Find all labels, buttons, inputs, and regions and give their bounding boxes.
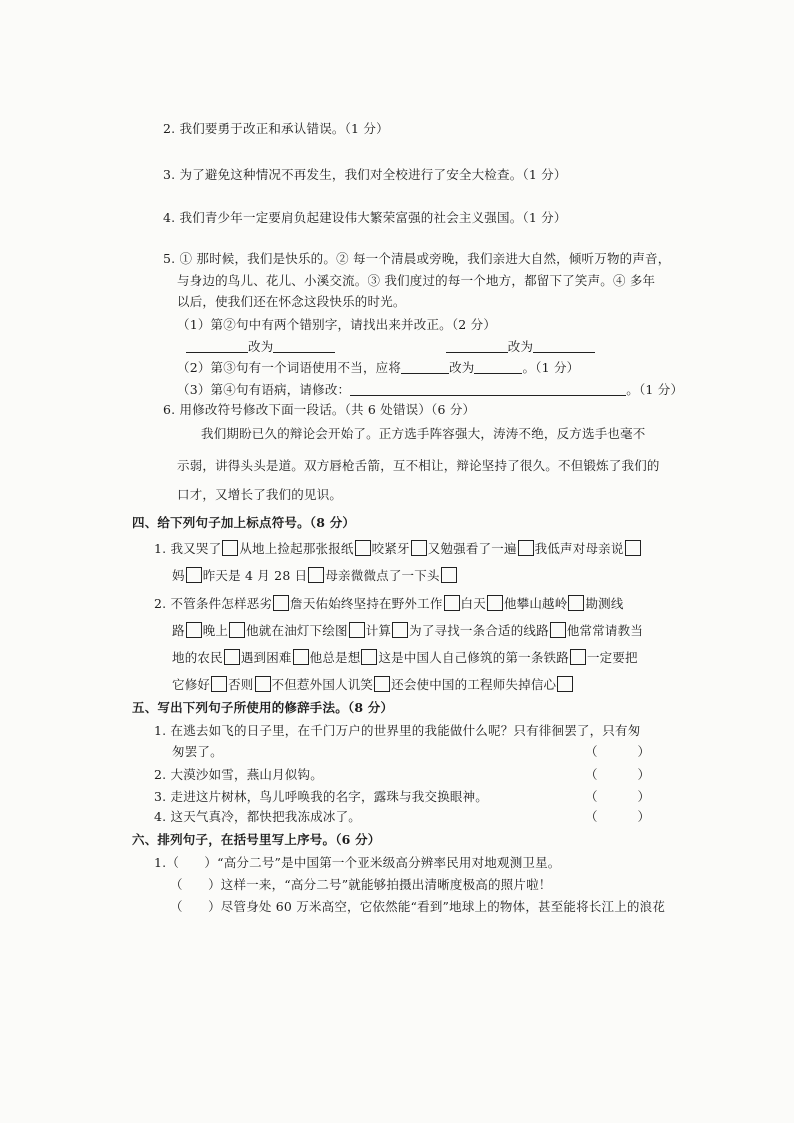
- punctuation-box[interactable]: [361, 649, 377, 665]
- answer-blank[interactable]: [273, 340, 335, 353]
- text-segment: 计算: [365, 623, 392, 638]
- text-segment: 他常常请教当: [566, 623, 644, 638]
- text-segment: 詹天佑始终坚持在野外工作: [290, 596, 443, 611]
- paren-open: （: [585, 767, 598, 782]
- punctuation-box[interactable]: [392, 622, 408, 638]
- correction-row: [186, 339, 595, 355]
- question-4: 4. 我们青少年一定要肩负起建设伟大繁荣富强的社会主义强国。（1 分）: [163, 210, 567, 225]
- text-segment: 不但惹外国人讥笑: [271, 677, 374, 692]
- punctuation-box[interactable]: [568, 595, 584, 611]
- question-2: 2. 我们要勇于改正和承认错误。（1 分）: [163, 121, 389, 136]
- s5-q4: 4. 这天气真冷，都快把我冻成冰了。: [154, 809, 362, 824]
- punctuation-box[interactable]: [518, 540, 534, 556]
- punctuation-box[interactable]: [374, 676, 390, 692]
- section-6-title: 六、排列句子，在括号里写上序号。（6 分）: [132, 832, 381, 847]
- s6-sentence-3: （ ）尽管身处 60 万米高空，它依然能“看到”地球上的物体，甚至能将长江上的浪花: [170, 899, 666, 914]
- punctuation-box[interactable]: [293, 649, 309, 665]
- gaiwei-label: 改为: [507, 339, 534, 354]
- q6-paragraph-2: 示弱，讲得头头是道。双方唇枪舌箭，互不相让，辩论坚持了很久。不但锻炼了我们的: [177, 458, 660, 473]
- text-segment: 从地上捡起那张报纸: [239, 541, 354, 556]
- section-4-title: 四、给下列句子加上标点符号。（8 分）: [132, 515, 356, 530]
- sub-3-score: 。（1 分）: [626, 382, 684, 397]
- question-5-sub-1: （1）第②句中有两个错别字，请找出来并改正。（2 分）: [177, 317, 497, 332]
- punctuation-box[interactable]: [308, 567, 324, 583]
- paren-open: （: [585, 809, 598, 824]
- question-6: 6. 用修改符号修改下面一段话。（共 6 处错误）（6 分）: [163, 402, 476, 417]
- answer-blank[interactable]: [186, 340, 248, 353]
- answer-blank[interactable]: [446, 340, 508, 353]
- punctuation-box[interactable]: [229, 622, 245, 638]
- question-number: 2.: [154, 596, 167, 611]
- s5-q2: 2. 大漠沙如雪，燕山月似钩。: [154, 767, 323, 782]
- text-segment: 不管条件怎样恶劣: [170, 596, 273, 611]
- question-3: 3. 为了避免这种情况不再发生，我们对全校进行了安全大检查。（1 分）: [163, 167, 567, 182]
- s5-q3: 3. 走进这片树林，鸟儿呼唤我的名字，露珠与我交换眼神。: [154, 789, 489, 804]
- s4-q2-line-3: [172, 649, 638, 666]
- text-segment: 我又哭了: [170, 541, 222, 556]
- text-segment: 地的农民: [172, 650, 223, 665]
- punctuation-box[interactable]: [186, 622, 202, 638]
- s6-sentence-1: 1.（ ）“高分二号”是中国第一个亚米级高分辨率民用对地观测卫星。: [154, 855, 561, 870]
- punctuation-box[interactable]: [441, 567, 457, 583]
- punctuation-box[interactable]: [186, 567, 202, 583]
- answer-blank[interactable]: [401, 361, 449, 374]
- punctuation-box[interactable]: [255, 676, 271, 692]
- paren-close: ）: [637, 744, 651, 759]
- text-segment: 一定要把: [586, 650, 638, 665]
- punctuation-box[interactable]: [557, 676, 573, 692]
- question-5-line-2: 与身边的鸟儿、花儿、小溪交流。③ 我们度过的每一个地方，都留下了笑声。④ 多年: [177, 273, 656, 288]
- answer-blank[interactable]: [533, 340, 595, 353]
- punctuation-box[interactable]: [273, 595, 289, 611]
- text-segment: 否则: [228, 677, 254, 692]
- text-segment: 勘测线: [585, 596, 624, 611]
- s4-q1-line-1: [154, 540, 642, 557]
- paren-close: ）: [637, 789, 651, 804]
- text-segment: 我低声对母亲说: [534, 541, 624, 556]
- punctuation-box[interactable]: [550, 622, 566, 638]
- answer-parentheses[interactable]: [585, 767, 650, 783]
- text-segment: 又勉强看了一遍: [427, 541, 517, 556]
- punctuation-box[interactable]: [211, 676, 227, 692]
- punctuation-box[interactable]: [411, 540, 427, 556]
- text-segment: 母亲微微点了一下头: [325, 568, 440, 583]
- paren-open: （: [585, 744, 598, 759]
- text-segment: 路: [172, 623, 185, 638]
- answer-parentheses[interactable]: [585, 744, 650, 760]
- s5-q1-line-2: 匆罢了。: [172, 744, 223, 759]
- punctuation-box[interactable]: [224, 649, 240, 665]
- section-5-title: 五、写出下列句子所使用的修辞手法。（8 分）: [132, 700, 394, 715]
- gaiwei-label: 改为: [248, 339, 274, 354]
- s4-q1-line-2: [172, 567, 458, 584]
- text-segment: 还会使中国的工程师失掉信心: [391, 677, 557, 692]
- text-segment: 妈: [172, 568, 185, 583]
- text-segment: 为了寻找一条合适的线路: [409, 623, 549, 638]
- question-5-sub-2: [177, 360, 579, 376]
- s5-q1-line-1: 1. 在逃去如飞的日子里，在千门万户的世界里的我能做什么呢？只有徘徊罢了，只有匆: [154, 723, 641, 738]
- answer-parentheses[interactable]: [585, 809, 650, 825]
- s4-q2-line-4: [172, 676, 574, 693]
- paren-open: （: [585, 789, 598, 804]
- text-segment: 他总是想: [309, 650, 361, 665]
- s4-q2-line-2: [172, 622, 643, 639]
- paren-close: ）: [637, 809, 651, 824]
- punctuation-box[interactable]: [625, 540, 641, 556]
- q6-paragraph-1: 我们期盼已久的辩论会开始了。正方选手阵容强大，涛涛不绝，反方选手也毫不: [201, 426, 646, 441]
- text-segment: 这是中国人自己修筑的第一条铁路: [378, 650, 569, 665]
- question-5-line-1: 5. ① 那时候，我们是快乐的。② 每一个清晨或旁晚，我们亲进大自然，倾听万物的声音，: [163, 251, 671, 266]
- punctuation-box[interactable]: [444, 595, 460, 611]
- s6-sentence-2: （ ）这样一来，“高分二号”就能够拍摄出清晰度极高的照片啦！: [170, 877, 552, 892]
- sub-2-score: 。（1 分）: [522, 360, 580, 375]
- text-segment: 白天: [460, 596, 486, 611]
- paren-close: ）: [637, 767, 651, 782]
- punctuation-box[interactable]: [487, 595, 503, 611]
- punctuation-box[interactable]: [349, 622, 365, 638]
- gaiwei-label: 改为: [449, 360, 475, 375]
- answer-parentheses[interactable]: [585, 789, 650, 805]
- text-segment: 昨天是 4 月 28 日: [202, 568, 308, 583]
- text-segment: 他攀山越岭: [503, 596, 568, 611]
- sub-3-text: （3）第④句有语病，请修改：: [177, 382, 351, 397]
- question-number: 1.: [154, 541, 167, 556]
- answer-blank[interactable]: [350, 383, 626, 396]
- punctuation-box[interactable]: [355, 540, 371, 556]
- answer-blank[interactable]: [474, 361, 522, 374]
- sub-2-text: （2）第③句有一个词语使用不当，应将: [177, 360, 402, 375]
- question-5-line-3: 以后，使我们还在怀念这段快乐的时光。: [177, 294, 406, 309]
- q6-paragraph-3: 口才，又增长了我们的见识。: [177, 487, 343, 502]
- punctuation-box[interactable]: [570, 649, 586, 665]
- question-5-sub-3: [177, 382, 683, 398]
- s4-q2-line-1: [154, 595, 624, 612]
- punctuation-box[interactable]: [222, 540, 238, 556]
- text-segment: 晚上: [202, 623, 229, 638]
- text-segment: 它修好: [172, 677, 211, 692]
- text-segment: 咬紧牙: [371, 541, 410, 556]
- text-segment: 遇到困难: [240, 650, 292, 665]
- text-segment: 他就在油灯下绘图: [246, 623, 348, 638]
